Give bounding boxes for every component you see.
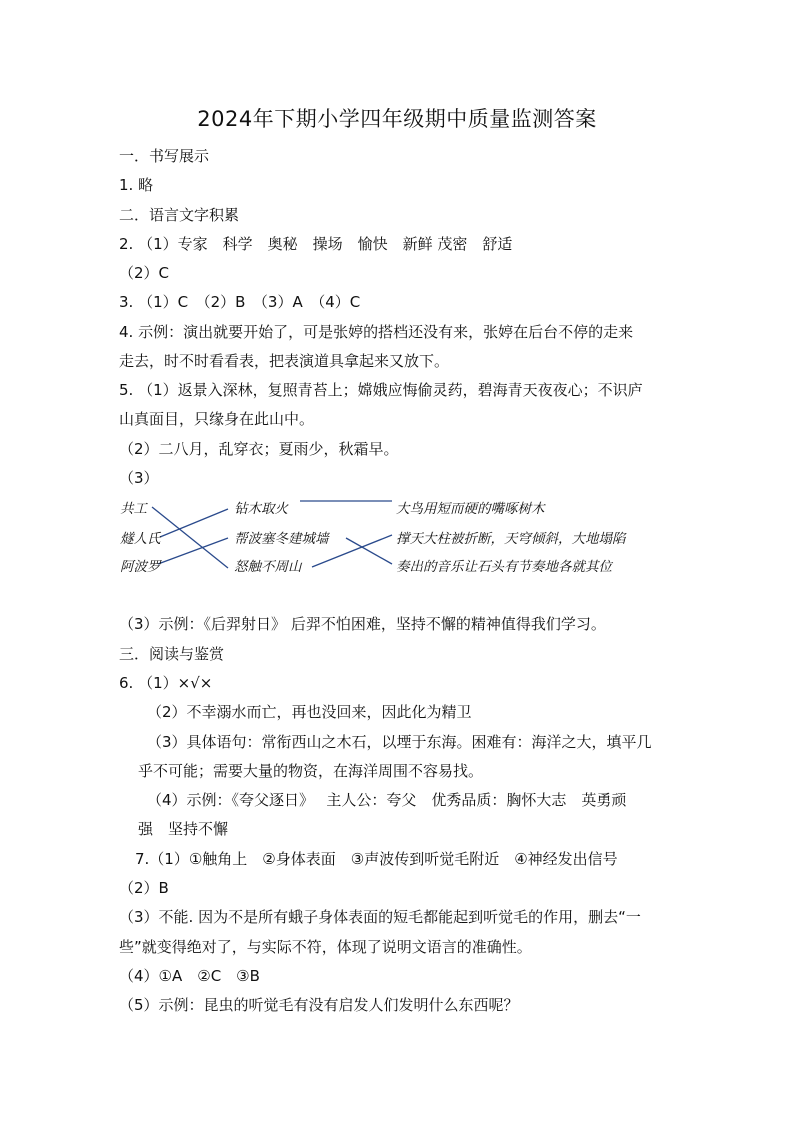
answer-line-2: 2. （1）专家 科学 奥秘 操场 愉快 新鲜 茂密 舒适: [119, 235, 513, 253]
answer-line-5-3-example: （3）示例：《后羿射日》 后羿不怕困难，坚持不懈的精神值得我们学习。: [119, 615, 606, 633]
answer-line-3: 3. （1）C （2）B （3）A （4）C: [119, 293, 361, 311]
page-title: 2024年下期小学四年级期中质量监测答案: [197, 107, 597, 131]
matching-diagram: [110, 492, 690, 582]
matching-left-item: 阿波罗: [120, 559, 161, 575]
section-heading-2: 二．语言文字积累: [119, 206, 240, 224]
match-line-gonggong: [152, 507, 228, 568]
answer-line-7-2: （2）B: [119, 879, 169, 897]
answer-line-7-4: （4）①A ②C ③B: [119, 967, 260, 985]
matching-middle-item: 怒触不周山: [234, 559, 302, 575]
answer-line-6-4a: （4）示例：《夸父逐日》 主人公：夸父 优秀品质：胸怀大志 英勇顽: [147, 791, 627, 809]
matching-right-item: 大鸟用短而硬的嘴啄树木: [396, 501, 545, 517]
answer-line-6-1: 6. （1）×√×: [119, 674, 213, 692]
answer-line-5-2: （2）二八月，乱穿衣；夏雨少，秋霜早。: [119, 440, 399, 458]
answer-line-4a: 4. 示例：演出就要开始了，可是张婷的搭档还没有来，张婷在后台不停的走来: [119, 323, 634, 341]
answer-line-7-5: （5）示例：昆虫的听觉毛有没有启发人们发明什么东西呢？: [119, 996, 519, 1014]
matching-right-item: 奏出的音乐让石头有节奏地各就其位: [396, 559, 612, 575]
answer-line-4b: 走去，时不时看看表，把表演道具拿起来又放下。: [119, 352, 450, 370]
matching-middle-item: 帮波塞冬建城墙: [234, 531, 329, 547]
matching-left-item: 共工: [120, 501, 147, 517]
matching-right-item: 撑天大柱被折断，天穹倾斜，大地塌陷: [396, 531, 626, 547]
section-heading-3: 三．阅读与鉴赏: [119, 645, 225, 663]
answer-line-5-3: （3）: [119, 469, 159, 487]
matching-left-item: 燧人氏: [120, 531, 161, 547]
answer-line-5a: 5. （1）返景入深林，复照青苔上；嫦娥应悔偷灵药，碧海青天夜夜心；不识庐: [119, 381, 643, 399]
answer-line-7-3a: （3）不能. 因为不是所有蛾子身体表面的短毛都能起到听觉毛的作用，删去“一: [119, 908, 641, 926]
match-line-suirenshi: [160, 509, 228, 537]
matching-middle-item: 钻木取火: [234, 501, 288, 517]
answer-line-1: 1. 略: [119, 176, 154, 194]
section-heading-1: 一．书写展示: [119, 147, 210, 165]
answer-line-6-4b: 强 坚持不懈: [138, 820, 229, 838]
answer-line-6-3b: 乎不可能；需要大量的物资，在海洋周围不容易找。: [138, 762, 484, 780]
answer-line-6-3a: （3）具体语句：常衔西山之木石，以堙于东海。困难有：海洋之大，填平几: [147, 733, 652, 751]
answer-line-6-2: （2）不幸溺水而亡，再也没回来，因此化为精卫: [147, 703, 472, 721]
answer-line-7-3b: 些”就变得绝对了，与实际不符，体现了说明文语言的准确性。: [119, 938, 532, 956]
answer-line-5b: 山真面目，只缘身在此山中。: [119, 410, 315, 428]
answer-line-7-1: 7.（1）①触角上 ②身体表面 ③声波传到听觉毛附近 ④神经发出信号: [135, 850, 618, 868]
answer-line-2-2: （2）C: [119, 264, 170, 282]
